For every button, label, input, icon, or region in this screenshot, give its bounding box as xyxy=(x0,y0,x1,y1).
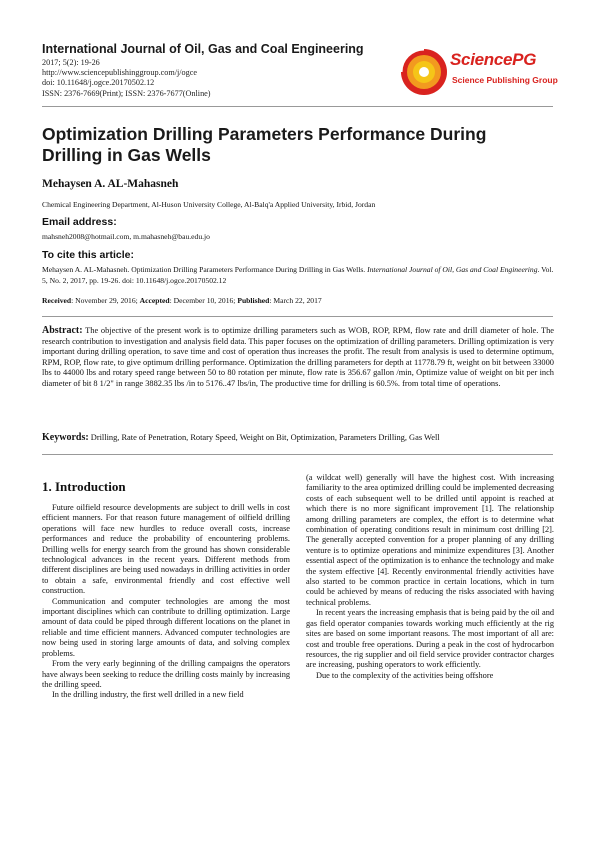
published-label: Published xyxy=(237,296,270,305)
meta-doi[interactable]: doi: 10.11648/j.ogce.20170502.12 xyxy=(42,78,155,88)
abstract-divider-top xyxy=(42,316,553,317)
email-addresses[interactable]: mahsneh2008@hotmail.com, m.mahasneh@bau.edu.jo xyxy=(42,232,210,241)
author-name: Mehaysen A. AL-Mahasneh xyxy=(42,178,179,190)
section-heading: 1. Introduction xyxy=(42,479,126,494)
abstract-text: The objective of the present work is to optimize drilling parameters such as WOB, ROP, RPM, flow rate and drill diameter of hole. The research contribution to investigation and analysis field data. This paper focuses on the optimization of drilling parameters. Drilling optimization is very important during drilling operation, to save time and cost of operation thus increases the profit. The result from analysis is used to determine optimum, RPM, ROP, flow rate, to give optimum drilling performance. Optimization the drilling parameters for depth at 11778.79 ft, weight on bit between 33000 lbs to 44000 lbs and rotary speed range between 50 to 80 rotation per minute, flow rate is 356.67 gallon /min, Optimize value of weight on bit per inch diameter of bit 8 1/2" in range 3882.35 lbs /in to 5176..47 lbs/in, The productive time for drilling is 60.5%. from total time of operations. xyxy=(42,326,554,388)
paragraph: In the drilling industry, the first well drilled in a new field xyxy=(52,690,244,700)
publication-dates xyxy=(42,296,322,305)
citation-text: Mehaysen A. AL-Mahasneh. Optimization Drilling Parameters Performance During Drilling in Gas Wells. xyxy=(42,265,368,274)
abstract-label: Abstract: xyxy=(42,325,83,336)
abstract xyxy=(42,326,554,390)
email-heading: Email address: xyxy=(42,216,117,228)
paragraph: From the very early beginning of the drilling campaigns the operators have always been seeking to reduce the drilling costs mainly by increasing the drilling speed. xyxy=(42,659,290,689)
citation xyxy=(42,265,554,286)
sciencepg-logo xyxy=(398,44,558,100)
keywords xyxy=(42,432,554,443)
paragraph: (a wildcat well) generally will have the highest cost. With increasing familiarity to the area optimized drilling could be implemented decreasing costs of each subsequent well to be drilled until appoint is reached at which there is no more significant improvement [1]. The relationship among drilling parameters are complex, the effort is to determine what combination of operating conditions result in minimum cost drilling [2]. The generally accepted convention for a proper planning of any drilling venture is to optimize operations and minimize expenditures [3]. Another essential aspect of the optimization is to enhance the technology and make the system effective [4]. Recently environmental friendly activities have also started to be common practice in certain locations, which in turn could be achieved by means of reducing the risks associated with having technical problems. xyxy=(306,473,554,607)
meta-issn: ISSN: 2376-7669(Print); ISSN: 2376-7677(Online) xyxy=(42,88,211,98)
affiliation: Chemical Engineering Department, Al-Huson University College, Al-Balq'a Applied University, Irbid, Jordan xyxy=(42,200,376,209)
paragraph: Due to the complexity of the activities being offshore xyxy=(316,670,494,680)
abstract-divider-bottom xyxy=(42,454,553,455)
received-label: Received xyxy=(42,296,72,305)
keywords-label: Keywords: xyxy=(42,432,89,443)
keywords-text: Drilling, Rate of Penetration, Rotary Speed, Weight on Bit, Optimization, Parameters Drilling, Gas Well xyxy=(90,433,440,442)
meta-issue: 2017; 5(2): 19-26 xyxy=(42,58,100,67)
citation-details: . Vol. 5, No. 2, 2017, pp. 19-26. doi: 10.11648/j.ogce.20170502.12 xyxy=(42,265,554,285)
body-column-left xyxy=(42,503,290,701)
published-date: : March 22, 2017 xyxy=(269,296,322,305)
journal-meta xyxy=(42,58,211,99)
body-column-right xyxy=(306,473,554,681)
received-date: : November 29, 2016; xyxy=(71,296,140,305)
paragraph: In recent years the increasing emphasis that is being paid by the oil and gas field operator companies towards working much efficiently at the rig sites are based on some important reasons. The most important of all are: cost and trouble free operations. During a peak in the cost of hydrocarbon resources, the rig supplier and oil field service provider contractor charges are increasing, pushing operators to work efficiently. xyxy=(306,608,554,670)
logo-subtitle: Science Publishing Group xyxy=(452,75,558,85)
citation-journal: International Journal of Oil, Gas and Coal Engineering xyxy=(367,265,538,274)
accepted-date: : December 10, 2016; xyxy=(169,296,238,305)
cite-heading: To cite this article: xyxy=(42,249,134,261)
logo-name: SciencePG xyxy=(450,50,537,69)
accepted-label: Accepted xyxy=(139,296,170,305)
sciencepg-emblem-icon xyxy=(398,44,450,100)
paragraph: Communication and computer technologies are among the most important disciplines which can contribute to drilling optimization. Large amount of data could be piped through different locations on the planet in reliable and time efficient manners. Advanced computer technologies are now being used in storing large amounts of data, and solving complex problems. xyxy=(42,596,290,658)
header-divider xyxy=(42,106,553,107)
journal-name: International Journal of Oil, Gas and Coal Engineering xyxy=(42,42,364,56)
paragraph: Future oilfield resource developments are subject to drill wells in cost efficient manners. For that reason future management of oilfield drilling operations will face new hurdles to reduce overall costs, increase performances and reduce the probability of encountering problems. Drilling wells for energy search from the ground has shown considerable technological advances in the recent years. Different methods from different disciplines are being used nowadays in drilling activities in order to obtain a safe, environmental friendly and cost effective well construction. xyxy=(42,503,290,596)
paper-title: Optimization Drilling Parameters Performance During Drilling in Gas Wells xyxy=(42,124,487,165)
meta-url[interactable]: http://www.sciencepublishinggroup.com/j/ogce xyxy=(42,68,198,78)
